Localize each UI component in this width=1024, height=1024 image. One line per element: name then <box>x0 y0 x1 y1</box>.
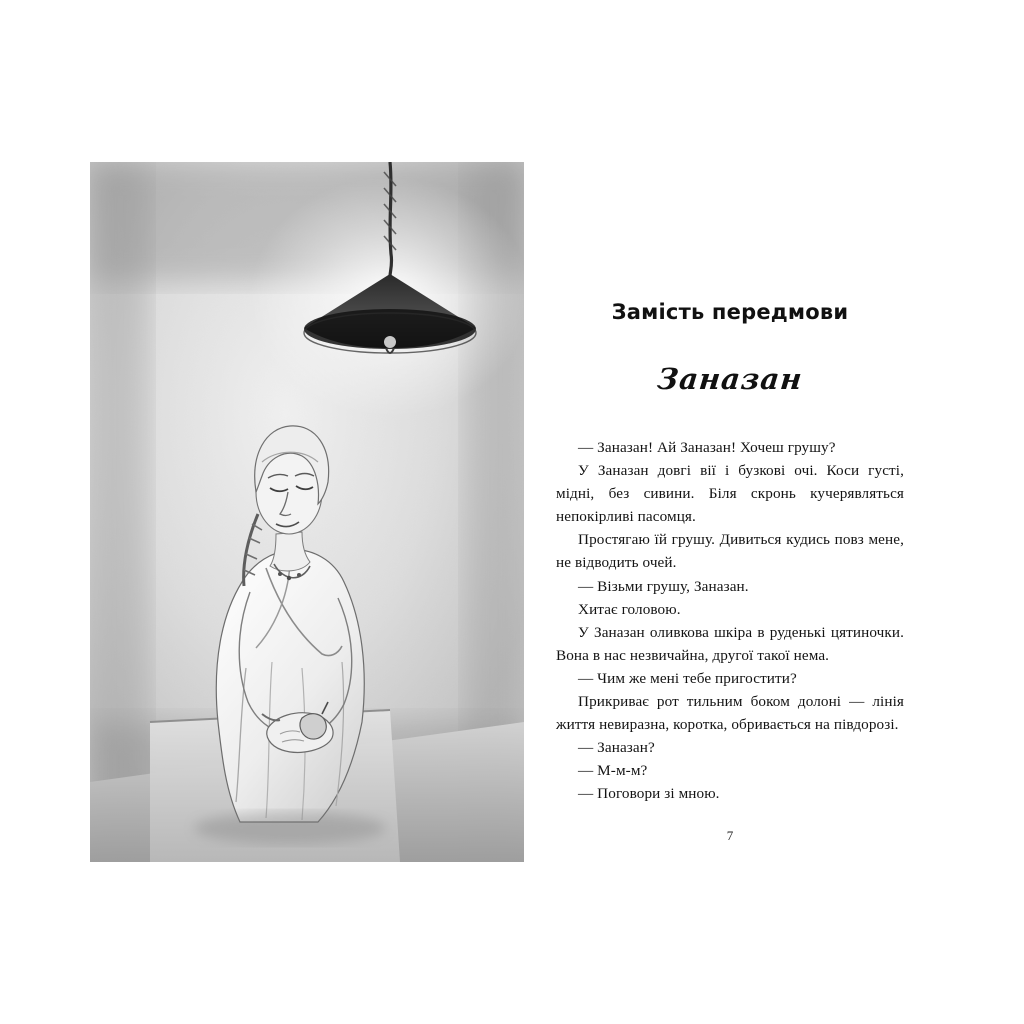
paragraph: — Заназан? <box>578 739 655 757</box>
figure-dress <box>216 550 364 822</box>
figure-shadow <box>194 812 386 844</box>
paragraph: — Поговори зі мною. <box>578 785 720 803</box>
page-number: 7 <box>726 827 734 843</box>
text-page <box>556 300 904 844</box>
story-title: Заназан <box>655 362 805 396</box>
paragraph: — Заназан! Ай Заназан! Хочеш грушу? <box>578 439 836 456</box>
paragraph: — Візьми грушу, Заназан. <box>578 577 749 595</box>
chapter-label: Замість передмови <box>611 300 849 324</box>
paragraph: — Чим же мені тебе пригостити? <box>578 669 797 687</box>
paragraph: — М-м-м? <box>578 762 648 780</box>
paragraph: Прикриває рот тильним боком долоні — лінія життя невиразна, коротка, обривається на півдорозі. <box>556 693 904 734</box>
paragraph: Простягаю їй грушу. Дивиться кудись повз мене, не відводить очей. <box>556 531 904 572</box>
vignette-left <box>90 162 150 862</box>
paragraph: У Заназан оливкова шкіра в руденькі цятиночки. Вона в нас незвичайна, другої такої нема. <box>556 623 904 664</box>
pear <box>300 714 326 739</box>
body-text <box>556 436 904 806</box>
lamp-bulb <box>384 336 396 348</box>
necklace-bead <box>297 573 301 577</box>
necklace-bead <box>287 576 291 580</box>
necklace-bead <box>278 572 282 576</box>
illustration-canvas <box>90 162 524 862</box>
illustration-woman-sitting-under-lamp <box>90 162 524 862</box>
paragraph: У Заназан довгі вії і бузкові очі. Коси густі, мідні, без сивини. Біля скронь кучерявляться непокірливі пасомця. <box>556 462 904 526</box>
paragraph: Хитає головою. <box>578 600 681 618</box>
